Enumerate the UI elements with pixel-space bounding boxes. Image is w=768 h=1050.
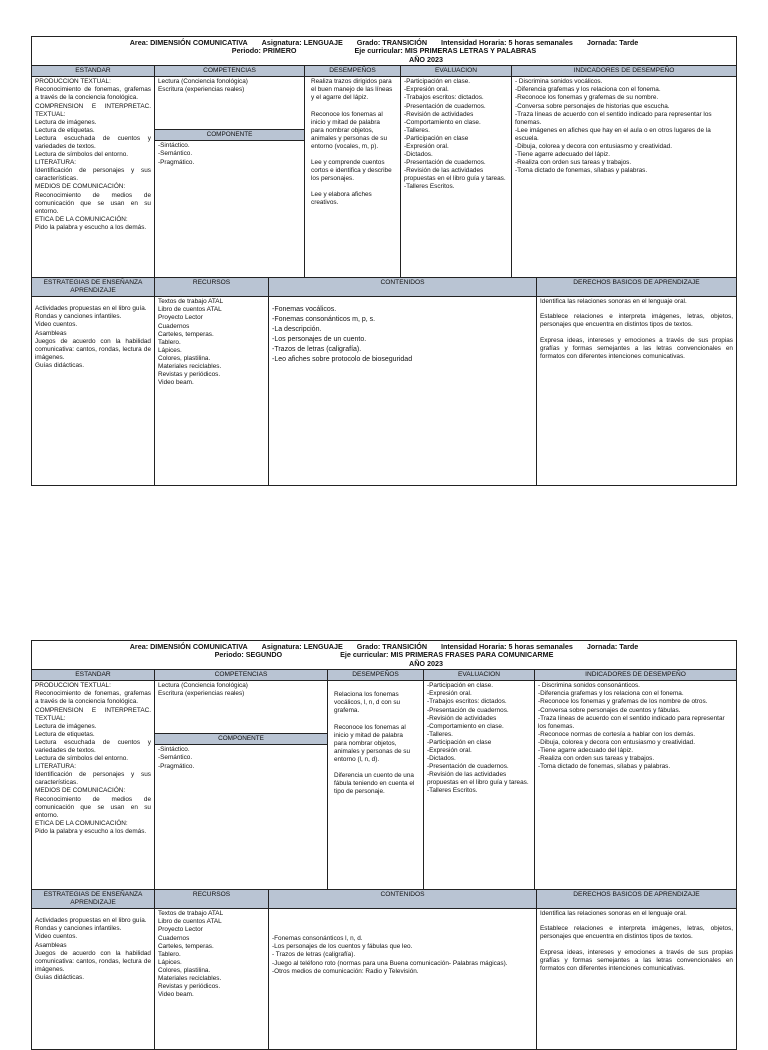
list-item: Actividades propuestas en el libro guía.: [35, 917, 147, 925]
dba-paragraph: Establece relaciones e interpreta imágenes, letras, objetos, personajes que encuentra en distintos tipos de textos.: [540, 313, 733, 329]
list-item: Textos de trabajo ATAL: [158, 910, 224, 918]
list-item: -Toma dictado de fonemas, sílabas y palabras.: [515, 167, 648, 175]
col-header-desempenos: DESEMPEÑOS: [328, 670, 424, 680]
col-header-competencias: COMPETENCIAS: [155, 66, 305, 76]
list-item: -Traza líneas de acuerdo con el sentido indicado para representar los fonemas.: [538, 714, 725, 730]
list-item: -Sintáctico.: [158, 746, 190, 754]
list-item: Lectura de etiquetas.: [35, 126, 95, 134]
list-item: -Trabajos escritos: dictados.: [404, 94, 484, 102]
competencias-list: [155, 77, 304, 129]
paragraph-gap: [311, 151, 394, 159]
list-item: -Dictados.: [404, 151, 433, 159]
list-item: Rondas y canciones infantiles.: [35, 313, 122, 321]
list-item: Pido la palabra y escucho a los demás.: [35, 827, 147, 835]
desempenos-cell: [328, 681, 424, 889]
componente-header: COMPONENTE: [155, 733, 327, 745]
list-item: Video beam.: [158, 379, 194, 387]
list-item: Guías didácticas.: [35, 973, 85, 981]
col-header-recursos: RECURSOS: [155, 890, 269, 908]
desempeno-paragraph: Reconoce los fonemas al inicio y mitad de palabra para nombrar objetos, animales y personas de su entorno (vocales, m, p).: [311, 110, 388, 150]
list-item: Cuadernos: [158, 322, 190, 330]
col-header-recursos: RECURSOS: [155, 278, 269, 296]
asignatura-label: Asignatura: LENGUAJE: [261, 38, 343, 47]
componente-list: [155, 745, 327, 771]
list-item: Juegos de acuerdo con la habilidad comunicativa: cantos, rondas, lectura de imágenes.: [35, 337, 151, 361]
asignatura-label: Asignatura: LENGUAJE: [261, 642, 343, 651]
list-item: Lápices.: [158, 958, 182, 966]
dba-paragraph: Expresa ideas, intereses y emociones a través de sus propias grafías y formas semejantes a las letras convencionales en formatos con diferentes intenciones comunicativas.: [540, 336, 733, 360]
dba-cell: [537, 297, 736, 485]
list-item: Reconocimiento de fonemas, grafemas a través de la conciencia fonológica.: [35, 86, 151, 102]
list-item: Guías didácticas.: [35, 361, 85, 369]
list-item: -Revisión de actividades: [427, 714, 497, 722]
list-item: Pido la palabra y escucho a los demás.: [35, 223, 147, 231]
content-row: [32, 681, 736, 890]
list-item: -Talleres Escritos.: [404, 183, 455, 191]
list-item: Juegos de acuerdo con la habilidad comunicativa: cantos, rondas, lectura de imágenes.: [35, 949, 151, 973]
list-item: Lectura (Conciencia fonológica): [158, 78, 248, 86]
desempenos-cell: [305, 77, 401, 277]
contenidos-cell: [269, 909, 537, 1049]
list-item: Video cuentos.: [35, 933, 78, 941]
componente-list: [155, 141, 304, 167]
year-label: AÑO 2023: [409, 54, 443, 64]
col-header-estrategias: ESTRATEGIAS DE ENSEÑANZA APRENDIZAJE: [32, 890, 155, 908]
desempeno-paragraph: Diferencia un cuento de una fábula teniendo en cuenta el tipo de personaje.: [334, 771, 415, 796]
list-item: Lectura de símbolos del entorno.: [35, 151, 129, 159]
col-header-dba: DERECHOS BASICOS DE APRENDIZAJE: [537, 890, 736, 908]
estrategias-cell: [32, 297, 155, 485]
intensidad-label: Intensidad Horaria: 5 horas semanales: [441, 38, 573, 47]
list-item: Libro de cuentos ATAL: [158, 306, 222, 314]
list-item: Carteles, temperas.: [158, 330, 214, 338]
list-item: MEDIOS DE COMUNICACIÓN:: [35, 787, 126, 795]
estrategias-cell: [32, 909, 155, 1049]
list-item: -Expresión oral.: [427, 746, 472, 754]
list-item: Cuadernos: [158, 934, 190, 942]
list-item: -Fonemas consonánticos l, n, d.: [272, 935, 363, 943]
list-item: Escritura (experiencias reales): [158, 86, 245, 94]
list-item: -Participación en clase.: [404, 78, 471, 86]
list-item: -Expresión oral.: [404, 142, 449, 150]
list-item: PRODUCCION TEXTUAL:: [35, 78, 111, 86]
list-item: -Tiene agarre adecuado del lápiz.: [515, 151, 610, 159]
list-item: -Presentación de cuadernos.: [427, 763, 509, 771]
list-item: Carteles, temperas.: [158, 942, 214, 950]
list-item: -Presentación de cuadernos.: [427, 706, 509, 714]
estandar-cell: [32, 681, 155, 889]
list-item: MEDIOS DE COMUNICACIÓN:: [35, 183, 126, 191]
list-item: -Semántico.: [158, 150, 193, 158]
plan-table-periodo-1: [31, 36, 737, 486]
list-item: Colores, plastilina.: [158, 354, 211, 362]
list-item: -Presentación de cuadernos.: [404, 159, 486, 167]
list-item: -Talleres.: [404, 126, 430, 134]
list-item: Asambleas: [35, 329, 67, 337]
list-item: Rondas y canciones infantiles.: [35, 925, 122, 933]
list-item: - Discrimina sonidos vocálicos.: [515, 78, 603, 86]
list-item: -Fonemas vocálicos.: [272, 306, 337, 314]
list-item: -Los personajes de los cuentos y fábulas que leo.: [272, 943, 413, 951]
list-item: -Comportamiento en clase.: [404, 118, 481, 126]
list-item: -Reconoce los fonemas y grafemas de los nombre de otros.: [538, 698, 708, 706]
desempeno-paragraph: Realiza trazos dirigidos para el buen manejo de las líneas y el agarre del lápiz.: [311, 78, 393, 102]
list-item: Proyecto Lector: [158, 314, 203, 322]
list-item: -Juego al teléfono roto (normas para una Buena comunicación- Palabras mágicas).: [272, 959, 508, 967]
content-row-2: [32, 909, 736, 1049]
list-item: -Sintáctico.: [158, 142, 190, 150]
indicadores-cell: [512, 77, 736, 277]
list-item: -Otros medios de comunicación: Radio y Televisión.: [272, 967, 419, 975]
list-item: -Participación en clase: [404, 134, 469, 142]
list-item: Reconocimiento de medios de comunicación que se usan en su entorno.: [35, 191, 151, 215]
list-item: -Lee imágenes en afiches que hay en el aula o en otros lugares de la escuela.: [515, 126, 711, 142]
list-item: Lectura de imágenes.: [35, 118, 97, 126]
list-item: -Conversa sobre personajes de cuentos y fábulas.: [538, 706, 681, 714]
list-item: -Revisión de las actividades propuestas en el libro guía y tareas.: [404, 167, 506, 183]
list-item: Materiales reciclables.: [158, 362, 222, 370]
dba-paragraph: Establece relaciones e interpreta imágenes, letras, objetos, personajes que encuentra en distintos tipos de textos.: [540, 925, 733, 941]
list-item: -Talleres.: [427, 730, 453, 738]
list-item: Reconocimiento de medios de comunicación que se usan en su entorno.: [35, 795, 151, 819]
paragraph-gap: [311, 183, 394, 191]
year-label: AÑO 2023: [409, 658, 443, 668]
list-item: -La descripción.: [272, 326, 322, 334]
contenidos-cell: [269, 297, 537, 485]
list-item: -Semántico.: [158, 754, 193, 762]
dba-paragraph: Identifica las relaciones sonoras en el lenguaje oral.: [540, 910, 687, 918]
area-label: Area: DIMENSIÓN COMUNICATIVA: [129, 642, 248, 651]
competencias-list: [155, 681, 327, 733]
grado-label: Grado: TRANSICIÓN: [356, 38, 428, 47]
list-item: -Dictados.: [427, 755, 456, 763]
list-item: Lectura (Conciencia fonológica): [158, 682, 248, 690]
paragraph-gap: [311, 103, 394, 111]
jornada-label: Jornada: Tarde: [586, 38, 639, 47]
list-item: LITERATURA:: [35, 159, 77, 167]
competencias-cell: [155, 681, 328, 889]
evaluacion-cell: [401, 77, 512, 277]
list-item: -Participación en clase: [427, 738, 492, 746]
list-item: Lectura escuchada de cuentos y variedades de textos.: [35, 134, 151, 150]
list-item: -Expresión oral.: [404, 86, 449, 94]
list-item: Materiales reciclables.: [158, 974, 222, 982]
list-item: Identificación de personajes y sus características.: [35, 771, 151, 787]
content-row-2: [32, 297, 736, 485]
content-row: [32, 77, 736, 278]
eje-curricular-label: Eje curricular: MIS PRIMERAS FRASES PARA COMUNICARME: [340, 650, 554, 660]
evaluacion-cell: [424, 681, 535, 889]
list-item: Colores, plastilina.: [158, 966, 211, 974]
dba-paragraph: Expresa ideas, intereses y emociones a través de sus propias grafías y formas semejantes a las letras convencionales en formatos con diferentes intenciones comunicativas.: [540, 948, 733, 972]
intensidad-label: Intensidad Horaria: 5 horas semanales: [441, 642, 573, 651]
table-header: [32, 641, 736, 670]
list-item: -Dibuja, colorea y decora con entusiasmo y creatividad.: [538, 738, 696, 746]
list-item: PRODUCCION TEXTUAL:: [35, 682, 111, 690]
list-item: -Pragmático.: [158, 158, 195, 166]
column-headers-row: [32, 66, 736, 77]
paragraph-gap: [334, 716, 417, 724]
indicadores-cell: [535, 681, 736, 889]
recursos-cell: [155, 909, 269, 1049]
list-item: Video cuentos.: [35, 321, 78, 329]
list-item: -Reconoce los fonemas y grafemas de su nombre.: [515, 94, 659, 102]
paragraph-gap: [334, 764, 417, 772]
list-item: ETICA DE LA COMUNICACIÓN:: [35, 215, 128, 223]
estandar-cell: [32, 77, 155, 277]
list-item: - Discrimina sonidos consonánticos.: [538, 682, 640, 690]
list-item: Revistas y periódicos.: [158, 983, 221, 991]
list-item: Proyecto Lector: [158, 926, 203, 934]
list-item: -Fonemas consonánticos m, p, s.: [272, 316, 376, 324]
desempeno-paragraph: Relaciona los fonemas vocálicos, l, n, d con su grafema.: [334, 691, 401, 715]
col-header-estandar: ESTANDAR: [32, 670, 155, 680]
list-item: -Expresión oral.: [427, 690, 472, 698]
list-item: Revistas y periódicos.: [158, 371, 221, 379]
list-item: COMPRENSION E INTERPRETAC. TEXTUAL:: [35, 706, 151, 722]
list-item: Asambleas: [35, 941, 67, 949]
list-item: -Conversa sobre personajes de historias que escucha.: [515, 102, 670, 110]
list-item: Video beam.: [158, 991, 194, 999]
list-item: -Tiene agarre adecuado del lápiz.: [538, 746, 633, 754]
list-item: Lectura de imágenes.: [35, 722, 97, 730]
periodo-label: Periodo: SEGUNDO: [214, 650, 283, 660]
area-label: Area: DIMENSIÓN COMUNICATIVA: [129, 38, 248, 47]
list-item: -Pragmático.: [158, 762, 195, 770]
list-item: COMPRENSION E INTERPRETAC. TEXTUAL:: [35, 102, 151, 118]
list-item: Lectura de etiquetas.: [35, 730, 95, 738]
list-item: -Participación en clase.: [427, 682, 494, 690]
recursos-cell: [155, 297, 269, 485]
col-header-indicadores: INDICADORES DE DESEMPEÑO: [535, 670, 736, 680]
list-item: -Leo afiches sobre protocolo de bioseguridad: [272, 356, 413, 364]
desempeno-paragraph: Lee y elabora afiches creativos.: [311, 191, 372, 207]
list-item: -Comportamiento en clase.: [427, 722, 504, 730]
list-item: Tablero.: [158, 950, 181, 958]
col-header-dba: DERECHOS BASICOS DE APRENDIZAJE: [537, 278, 736, 296]
list-item: Escritura (experiencias reales): [158, 690, 245, 698]
list-item: - Trazos de letras (caligrafía).: [272, 951, 356, 959]
column-headers-row-2: [32, 278, 736, 297]
col-header-indicadores: INDICADORES DE DESEMPEÑO: [512, 66, 736, 76]
column-headers-row-2: [32, 890, 736, 909]
plan-table-periodo-2: [31, 640, 737, 1050]
list-item: -Talleres Escritos.: [427, 787, 478, 795]
list-item: Lectura de símbolos del entorno.: [35, 755, 129, 763]
list-item: -Revisión de las actividades propuestas en el libro guía y tareas.: [427, 771, 529, 787]
list-item: -Trabajos escritos: dictados.: [427, 698, 507, 706]
col-header-estandar: ESTANDAR: [32, 66, 155, 76]
desempeno-paragraph: Lee y comprende cuentos cortos e identifica y describe los personajes.: [311, 158, 392, 183]
col-header-competencias: COMPETENCIAS: [155, 670, 328, 680]
list-item: -Trazos de letras (caligrafía).: [272, 346, 362, 354]
list-item: -Realiza con orden sus tareas y trabajos.: [515, 159, 632, 167]
dba-cell: [537, 909, 736, 1049]
list-item: LITERATURA:: [35, 763, 77, 771]
list-item: Reconocimiento de fonemas, grafemas a través de la conciencia fonológica.: [35, 690, 151, 706]
list-item: Actividades propuestas en el libro guía.: [35, 305, 147, 313]
componente-header: COMPONENTE: [155, 129, 304, 141]
competencias-cell: [155, 77, 305, 277]
list-item: -Los personajes de un cuento.: [272, 336, 367, 344]
dba-paragraph: Identifica las relaciones sonoras en el lenguaje oral.: [540, 298, 687, 306]
list-item: -Revisión de actividades: [404, 110, 474, 118]
list-item: -Realiza con orden sus tareas y trabajos.: [538, 755, 655, 763]
list-item: Libro de cuentos ATAL: [158, 918, 222, 926]
table-header: [32, 37, 736, 66]
col-header-estrategias: ESTRATEGIAS DE ENSEÑANZA APRENDIZAJE: [32, 278, 155, 296]
col-header-contenidos: CONTENIDOS: [269, 278, 537, 296]
list-item: -Presentación de cuadernos.: [404, 102, 486, 110]
list-item: Identificación de personajes y sus características.: [35, 167, 151, 183]
eje-curricular-label: Eje curricular: MIS PRIMERAS LETRAS Y PALABRAS: [354, 46, 537, 56]
list-item: Lectura escuchada de cuentos y variedades de textos.: [35, 738, 151, 754]
periodo-label: Periodo: PRIMERO: [231, 46, 297, 56]
grado-label: Grado: TRANSICIÓN: [356, 642, 428, 651]
list-item: -Toma dictado de fonemas, sílabas y palabras.: [538, 763, 671, 771]
list-item: Tablero.: [158, 338, 181, 346]
list-item: -Dibuja, colorea y decora con entusiasmo y creatividad.: [515, 142, 673, 150]
column-headers-row: [32, 670, 736, 681]
col-header-desempenos: DESEMPEÑOS: [305, 66, 401, 76]
col-header-evaluacion: EVALUACION: [424, 670, 535, 680]
col-header-contenidos: CONTENIDOS: [269, 890, 537, 908]
jornada-label: Jornada: Tarde: [586, 642, 639, 651]
list-item: -Diferencia grafemas y los relaciona con el fonema.: [515, 86, 661, 94]
list-item: Textos de trabajo ATAL: [158, 298, 224, 306]
list-item: -Diferencia grafemas y los relaciona con el fonema.: [538, 690, 684, 698]
desempeno-paragraph: Reconoce los fonemas al inicio y mitad de palabra para nombrar objetos, animales y personas de su entorno (l, n, d).: [334, 723, 411, 763]
list-item: ETICA DE LA COMUNICACIÓN:: [35, 819, 128, 827]
list-item: -Reconoce normas de cortesía a hablar con los demás.: [538, 730, 696, 738]
list-item: -Traza líneas de acuerdo con el sentido indicado para representar los fonemas.: [515, 110, 712, 126]
col-header-evaluacion: EVALUACION: [401, 66, 512, 76]
list-item: Lápices.: [158, 346, 182, 354]
